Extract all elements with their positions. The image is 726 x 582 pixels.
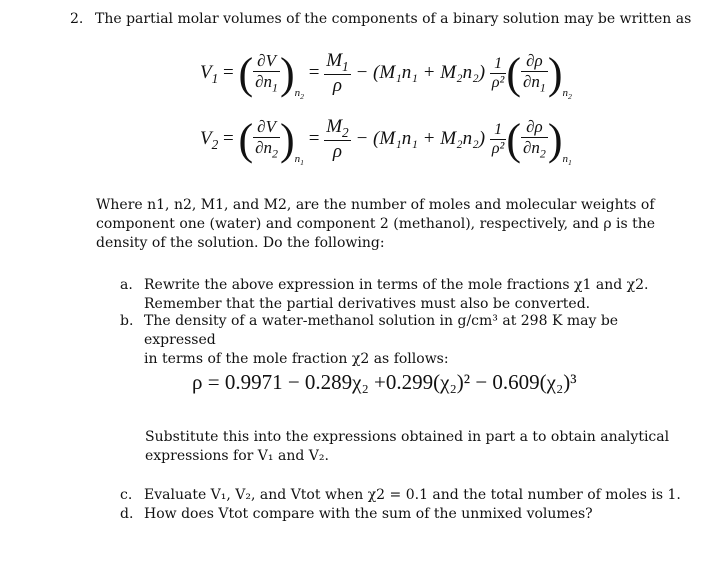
item-text: How does Vtot compare with the sum of the unmixed volumes? (144, 506, 593, 522)
list-item (120, 312, 680, 367)
equation-v2: $V_2$ = ( $\frac{\partial V}{\partial n_2}$ )$_{n_1}$ = $\frac{M_2}{\rho}$ − (M₁n₁ + M₂n₂) $\frac{1}{\text{ρ²}}$ ( $\frac{\partial\rho}{\partial n_2}$ )$_{n_1}$ (200, 115, 572, 168)
problem-number: 2. (70, 11, 84, 27)
equation-v1: $V_1$ = ( $\frac{\partial V}{\partial n_1}$ )$_{n_2}$ = $\frac{M_1}{\rho}$ − (M₁n₁ + M₂n₂) $\frac{1}{\text{ρ²}}$ ( $\frac{\partial\rho}{\partial n_1}$ )$_{n_2}$ (200, 49, 572, 102)
item-line: in terms of the mole fraction χ2 as follows: (144, 351, 449, 367)
item-label: b. (120, 313, 134, 329)
substitute-line-2: expressions for V₁ and V₂. (145, 448, 329, 464)
list-item (120, 486, 680, 506)
where-line-1: Where n1, n2, M1, and M2, are the number of moles and molecular weights of (96, 197, 655, 213)
substitute-line-1: Substitute this into the expressions obtained in part a to obtain analytical (145, 429, 670, 445)
list-item (120, 276, 680, 316)
where-line-3: density of the solution. Do the following: (96, 235, 385, 251)
item-label: c. (120, 487, 133, 503)
item-text: Evaluate V₁, V₂, and Vtot when χ2 = 0.1 and the total number of moles is 1. (144, 487, 681, 503)
density-equation: ρ = 0.9971 − 0.289χ₂ +0.299(χ₂)² − 0.609(χ₂)³ (192, 370, 577, 394)
item-line: Rewrite the above expression in terms of the mole fractions χ1 and χ2. (144, 277, 649, 293)
item-line: Remember that the partial derivatives must also be converted. (144, 296, 591, 312)
list-item (120, 505, 680, 525)
item-label: d. (120, 506, 134, 522)
where-line-2: component one (water) and component 2 (methanol), respectively, and ρ is the (96, 216, 656, 232)
item-label: a. (120, 277, 133, 293)
problem-intro: The partial molar volumes of the components of a binary solution may be written as (95, 11, 692, 27)
item-line: The density of a water-methanol solution in g/cm³ at 298 K may be expressed (144, 313, 619, 348)
